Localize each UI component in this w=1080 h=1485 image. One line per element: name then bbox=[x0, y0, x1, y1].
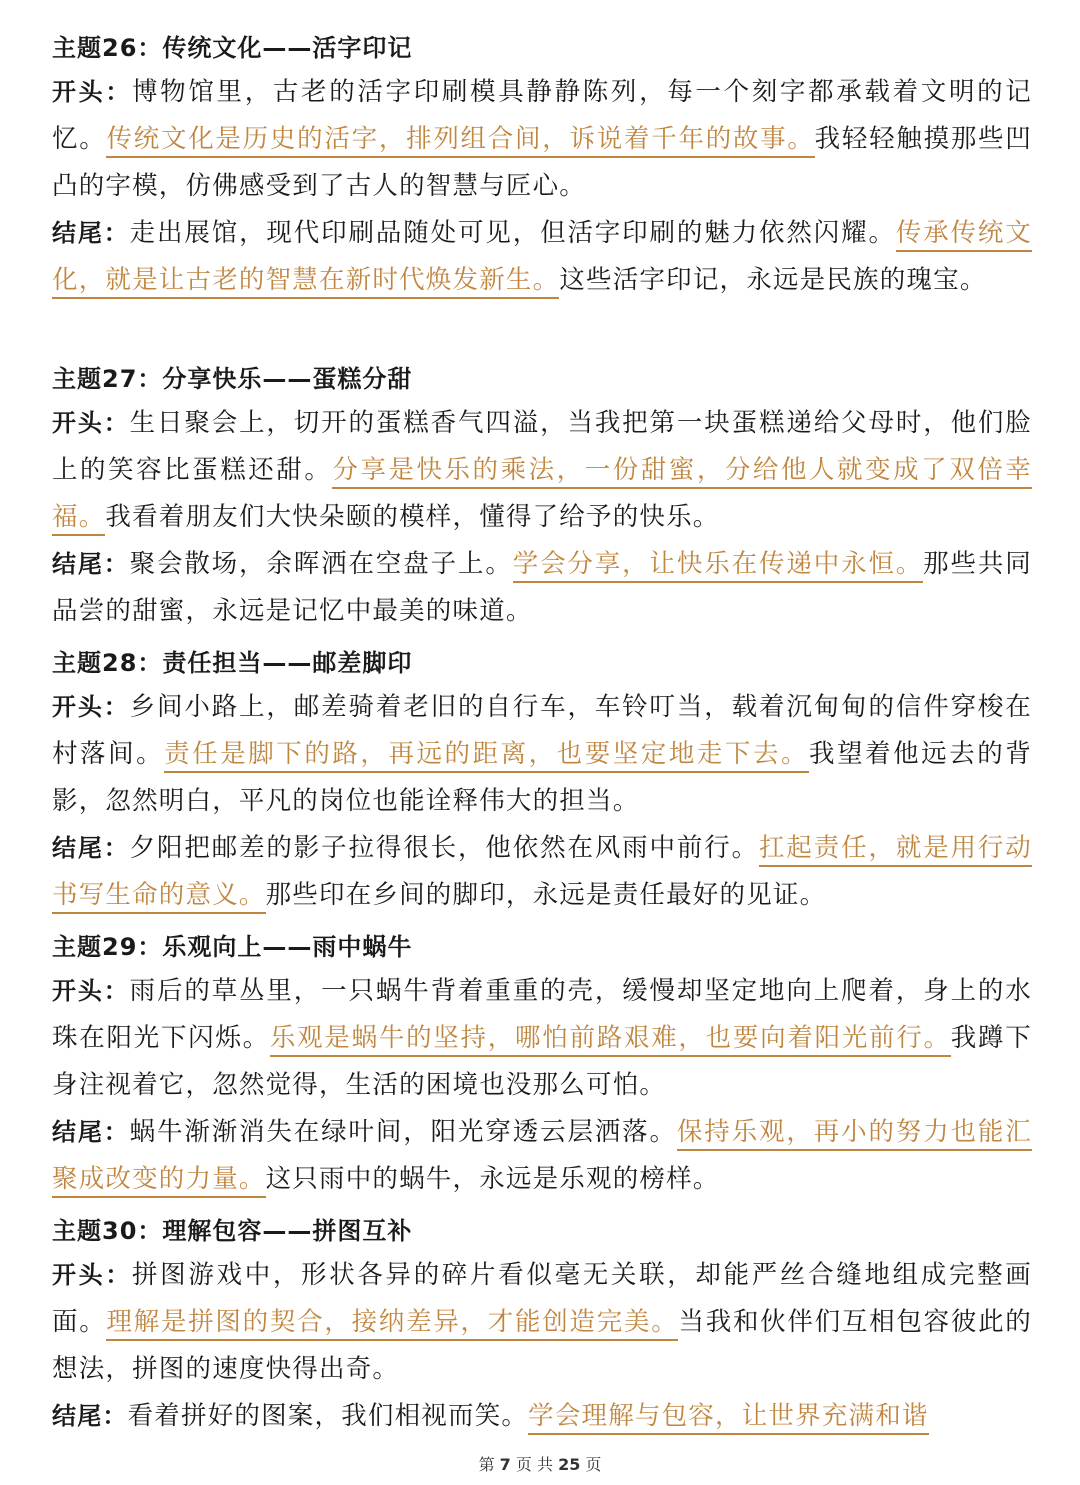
highlighted-sentence: 理解是拼图的契合，接纳差异，才能创造完美。 bbox=[106, 1307, 678, 1341]
ending-paragraph bbox=[52, 210, 1032, 304]
opening-label: 开头： bbox=[52, 78, 133, 106]
ending-label: 结尾： bbox=[52, 550, 130, 578]
highlighted-sentence: 保持乐观，再小的努力也能汇聚成改变的力量。 bbox=[52, 1117, 1032, 1198]
highlighted-sentence: 学会分享，让快乐在传递中永恒。 bbox=[513, 549, 923, 583]
opening-label: 开头： bbox=[52, 1261, 133, 1289]
opening-label: 开头： bbox=[52, 693, 130, 721]
topic-title: 主题26：传统文化——活字印记 bbox=[52, 34, 413, 62]
topic-title: 主题28：责任担当——邮差脚印 bbox=[52, 649, 413, 677]
topic-section-30 bbox=[52, 1215, 1032, 1440]
opening-text: 拼图游戏中，形状各异的碎片看似毫无关联，却能严丝合缝地组成完整画面。 bbox=[52, 1260, 1032, 1337]
current-page-number: 7 bbox=[499, 1455, 511, 1474]
ending-text: 看着拼好的图案，我们相视而笑。 bbox=[127, 1401, 529, 1431]
highlighted-sentence: 乐观是蜗牛的坚持，哪怕前路艰难，也要向着阳光前行。 bbox=[270, 1023, 951, 1057]
opening-paragraph bbox=[52, 1252, 1032, 1393]
topic-section-28 bbox=[52, 647, 1032, 919]
ending-paragraph bbox=[52, 1109, 1032, 1203]
footer-middle: 页 共 bbox=[510, 1455, 559, 1474]
opening-text-after: 我望着他远去的背影，忽然明白，平凡的岗位也能诠释伟大的担当。 bbox=[52, 739, 1032, 816]
ending-label: 结尾： bbox=[52, 219, 130, 247]
topic-title: 主题30：理解包容——拼图互补 bbox=[52, 1217, 413, 1245]
opening-paragraph bbox=[52, 69, 1032, 210]
highlighted-sentence: 分享是快乐的乘法，一份甜蜜，分给他人就变成了双倍幸福。 bbox=[52, 455, 1032, 536]
opening-label: 开头： bbox=[52, 977, 130, 1005]
opening-text-after: 我看着朋友们大快朵颐的模样，懂得了给予的快乐。 bbox=[105, 502, 720, 532]
ending-label: 结尾： bbox=[52, 1118, 130, 1146]
ending-paragraph bbox=[52, 1393, 1032, 1440]
opening-text-after: 当我和伙伴们互相包容彼此的想法，拼图的速度快得出奇。 bbox=[52, 1307, 1033, 1384]
topic-section-27 bbox=[52, 363, 1032, 635]
ending-text: 蜗牛渐渐消失在绿叶间，阳光穿透云层洒落。 bbox=[129, 1117, 677, 1147]
topic-title: 主题29：乐观向上——雨中蜗牛 bbox=[52, 933, 413, 961]
highlighted-sentence: 传承传统文化，就是让古老的智慧在新时代焕发新生。 bbox=[52, 218, 1032, 299]
highlighted-sentence: 传统文化是历史的活字，排列组合间，诉说着千年的故事。 bbox=[106, 124, 814, 158]
opening-text: 乡间小路上，邮差骑着老旧的自行车，车铃叮当，载着沉甸甸的信件穿梭在村落间。 bbox=[52, 692, 1032, 769]
highlighted-sentence: 责任是脚下的路，再远的距离，也要坚定地走下去。 bbox=[164, 739, 809, 773]
opening-paragraph bbox=[52, 400, 1032, 541]
ending-text: 聚会散场，余晖洒在空盘子上。 bbox=[129, 549, 513, 579]
topic-section-26 bbox=[52, 32, 1032, 304]
opening-text: 生日聚会上，切开的蛋糕香气四溢，当我把第一块蛋糕递给父母时，他们脸上的笑容比蛋糕还甜。 bbox=[52, 408, 1032, 485]
ending-label: 结尾： bbox=[52, 1402, 128, 1430]
ending-text: 走出展馆，现代印刷品随处可见，但活字印刷的魅力依然闪耀。 bbox=[129, 218, 896, 248]
footer-prefix: 第 bbox=[478, 1455, 500, 1474]
opening-text: 雨后的草丛里，一只蜗牛背着重重的壳，缓慢却坚定地向上爬着，身上的水珠在阳光下闪烁。 bbox=[52, 976, 1032, 1053]
opening-label: 开头： bbox=[52, 409, 130, 437]
ending-label: 结尾： bbox=[52, 834, 130, 862]
ending-text-after: 那些印在乡间的脚印，永远是责任最好的见证。 bbox=[265, 880, 827, 910]
ending-text-after: 那些共同品尝的甜蜜，永远是记忆中最美的味道。 bbox=[52, 549, 1032, 626]
ending-paragraph bbox=[52, 825, 1032, 919]
total-page-count: 25 bbox=[558, 1455, 581, 1474]
ending-text: 夕阳把邮差的影子拉得很长，他依然在风雨中前行。 bbox=[129, 833, 759, 863]
highlighted-sentence: 扛起责任，就是用行动书写生命的意义。 bbox=[52, 833, 1032, 914]
ending-text-after: 这只雨中的蜗牛，永远是乐观的榜样。 bbox=[265, 1164, 720, 1194]
opening-paragraph bbox=[52, 684, 1032, 825]
page-footer bbox=[0, 1452, 1080, 1475]
opening-text-after: 我蹲下身注视着它，忽然觉得，生活的困境也没那么可怕。 bbox=[52, 1023, 1032, 1100]
highlighted-sentence: 学会理解与包容，让世界充满和谐 bbox=[528, 1401, 929, 1435]
footer-suffix: 页 bbox=[580, 1455, 602, 1474]
opening-text: 博物馆里，古老的活字印刷模具静静陈列，每一个刻字都承载着文明的记忆。 bbox=[52, 77, 1032, 154]
topic-section-29 bbox=[52, 931, 1032, 1203]
opening-paragraph bbox=[52, 968, 1032, 1109]
ending-paragraph bbox=[52, 541, 1032, 635]
ending-text-after: 这些活字印记，永远是民族的瑰宝。 bbox=[559, 265, 987, 295]
opening-text-after: 我轻轻触摸那些凹凸的字模，仿佛感受到了古人的智慧与匠心。 bbox=[52, 124, 1032, 201]
topic-title: 主题27：分享快乐——蛋糕分甜 bbox=[52, 365, 413, 393]
